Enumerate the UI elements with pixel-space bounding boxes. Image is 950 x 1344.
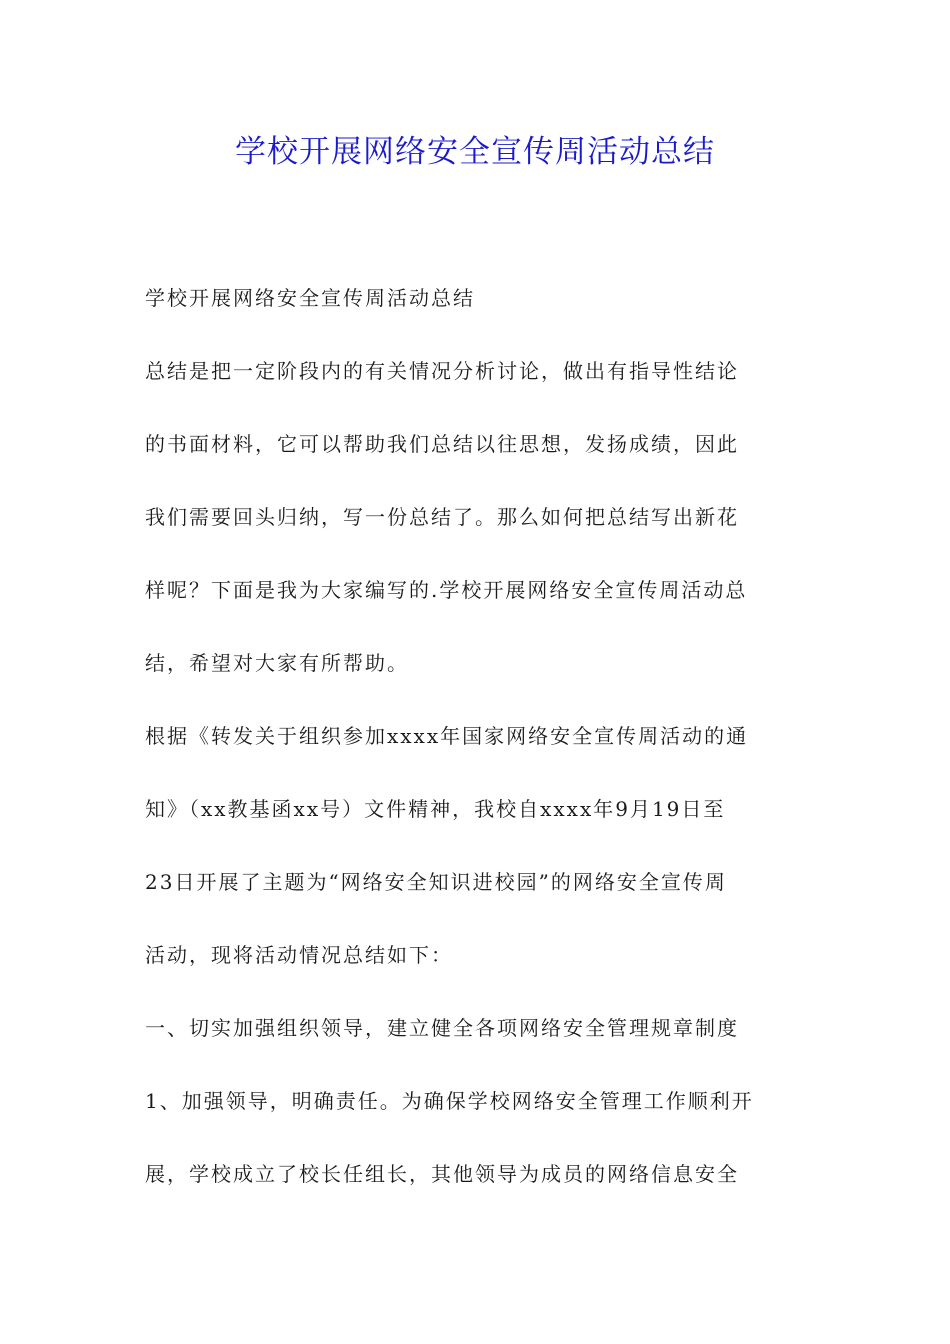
text-line: 结，希望对大家有所帮助。 xyxy=(145,651,409,675)
text-line: 根据《转发关于组织参加xxxx年国家网络安全宣传周活动的通 xyxy=(145,724,749,748)
text-line: 知》（xx教基函xx号）文件精神，我校自xxxx年9月19日至 xyxy=(145,797,726,821)
text-line: 的书面材料，它可以帮助我们总结以往思想，发扬成绩，因此 xyxy=(145,432,739,456)
text-line: 展，学校成立了校长任组长，其他领导为成员的网络信息安全 xyxy=(145,1162,739,1186)
text-line: 我们需要回头归纳，写一份总结了。那么如何把总结写出新花 xyxy=(145,505,739,529)
text-line: 样呢？下面是我为大家编写的.学校开展网络安全宣传周活动总 xyxy=(145,578,748,602)
document-title: 学校开展网络安全宣传周活动总结 xyxy=(235,134,715,170)
document-body xyxy=(145,262,810,1211)
text-line: 一、切实加强组织领导，建立健全各项网络安全管理规章制度 xyxy=(145,1016,739,1040)
text-line: 总结是把一定阶段内的有关情况分析讨论，做出有指导性结论 xyxy=(145,359,739,383)
text-line: 学校开展网络安全宣传周活动总结 xyxy=(145,286,475,310)
text-line: 1、加强领导，明确责任。为确保学校网络安全管理工作顺利开 xyxy=(145,1089,754,1113)
text-line: 活动，现将活动情况总结如下： xyxy=(145,943,453,967)
text-line: 23日开展了主题为“网络安全知识进校园”的网络安全宣传周 xyxy=(145,870,727,894)
